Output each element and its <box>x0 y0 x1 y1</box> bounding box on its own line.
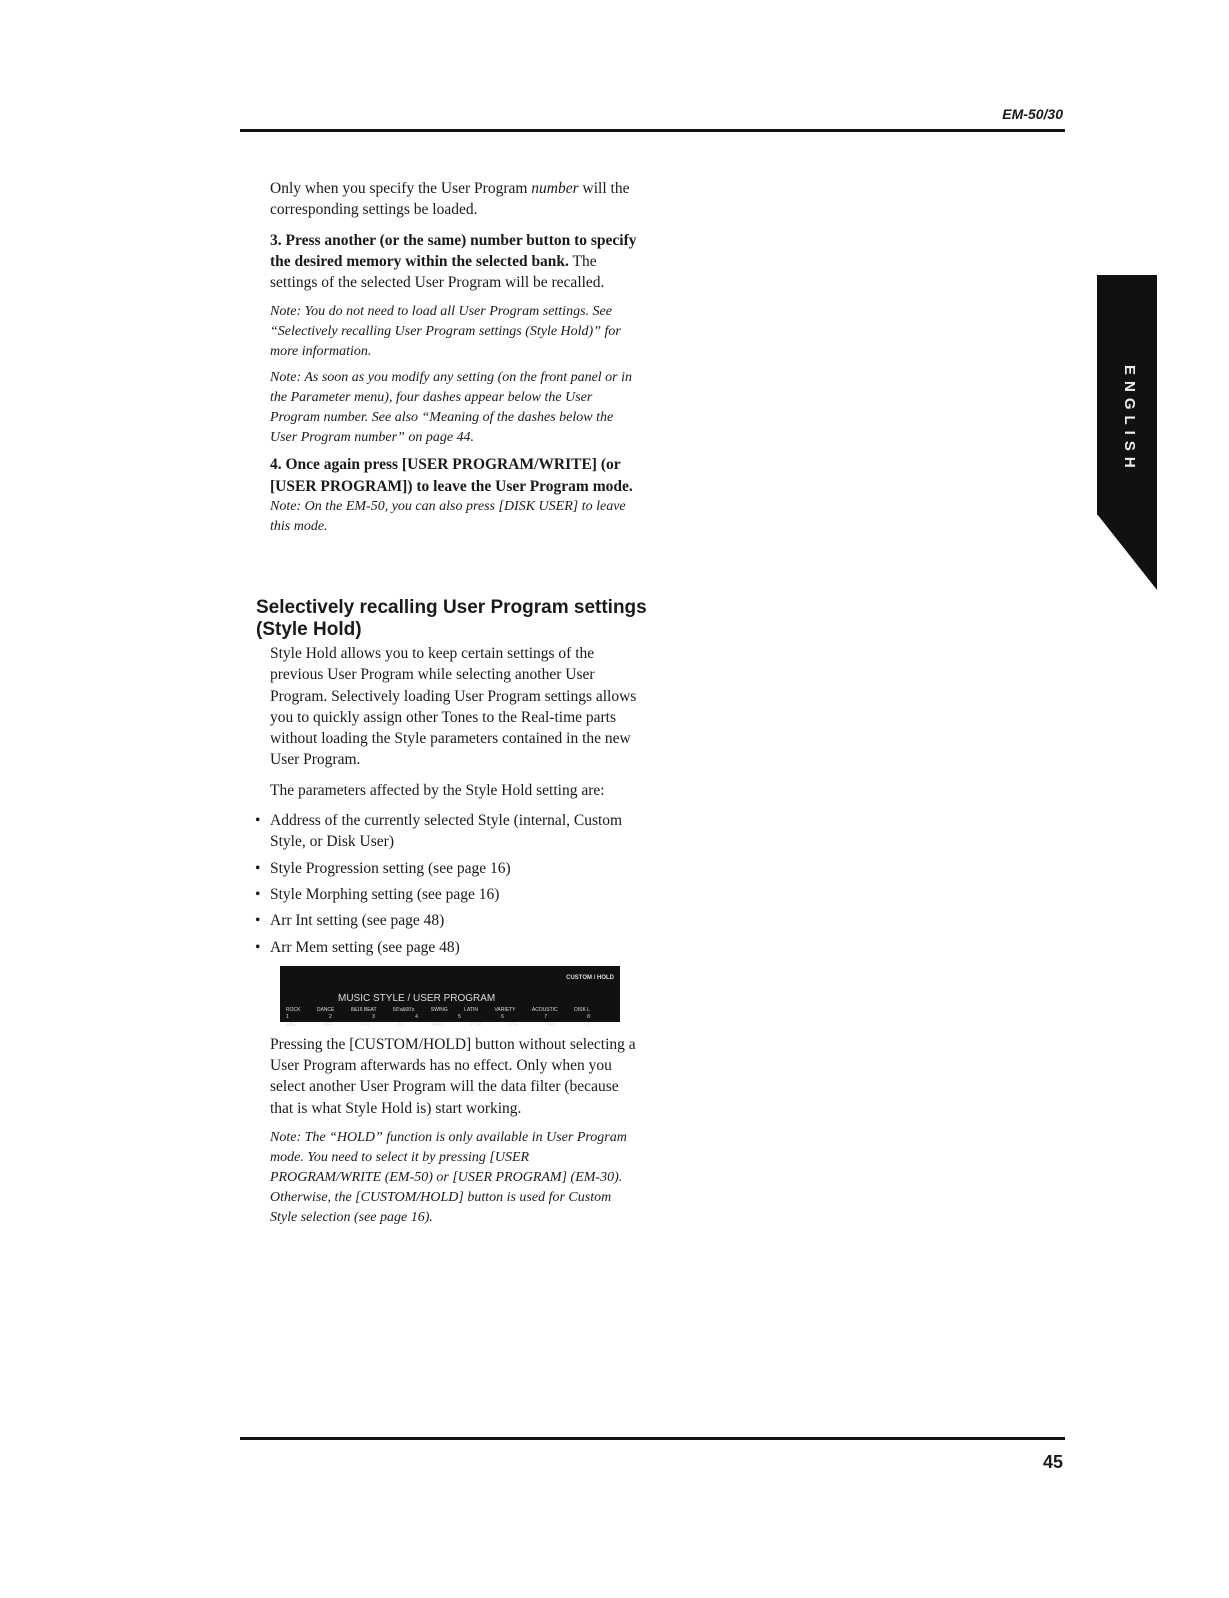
label: DANCE <box>316 1006 335 1013</box>
label: ABC <box>286 1021 297 1028</box>
label: SWING <box>430 1006 448 1013</box>
panel-title: MUSIC STYLE / USER PROGRAM <box>338 992 496 1004</box>
custom-hold-label: CUSTOM / HOLD <box>566 974 614 981</box>
paragraph: The parameters affected by the Style Hold setting are: <box>270 781 605 799</box>
label: 3 <box>372 1013 375 1020</box>
step-4: 4. Once again press [USER PROGRAM/WRITE] (or [USER PROGRAM]) to leave the User Program mode. <box>270 456 633 495</box>
label: YZ <box>583 1021 590 1028</box>
note: Note: As soon as you modify any setting (on the front panel or in the Parameter menu), four dashes appear below the User Program number. See also “Meaning of the dashes below the User Program number” on page 44. <box>270 370 633 446</box>
label: VARIETY <box>494 1006 516 1013</box>
column-section <box>270 643 640 1234</box>
bottom-rule <box>240 1437 1065 1440</box>
label: GHI <box>360 1021 370 1028</box>
label: 6 <box>501 1013 504 1020</box>
language-tab-tip <box>1097 514 1157 590</box>
bullet-list <box>270 810 640 958</box>
label: 2 <box>329 1013 332 1020</box>
list-item: • Arr Int setting (see page 48) <box>270 910 640 931</box>
section-heading: Selectively recalling User Program settings (Style Hold) <box>256 597 647 640</box>
list-item: • Style Morphing setting (see page 16) <box>270 884 640 905</box>
column-top <box>270 178 640 543</box>
letter-labels <box>286 1015 590 1036</box>
language-tab-label: ENGLISH <box>1121 365 1138 474</box>
top-rule <box>240 129 1065 132</box>
list-item: • Address of the currently selected Style (internal, Custom Style, or Disk User) <box>270 810 640 853</box>
step-3: 3. Press another (or the same) number button to specify the desired memory within the selected bank. The settings of the selected User Program will be recalled. <box>270 231 637 292</box>
label: VWX <box>545 1021 557 1028</box>
label: 50's&60's <box>393 1006 415 1013</box>
panel-illustration <box>280 966 620 1028</box>
note: Note: On the EM-50, you can also press [DISK USER] to leave this mode. <box>270 499 626 535</box>
note: Note: The “HOLD” function is only available in User Program mode. You need to select it by pressing [USER PROGRAM/WRITE (EM-50) or [USER PROGRAM] (EM-30). Otherwise, the [CUSTOM/HOLD] button is used for Custom Style selection (see page 16). <box>270 1130 627 1226</box>
label: 8&16 BEAT <box>350 1006 377 1013</box>
label: ACOUSTIC <box>531 1006 558 1013</box>
label: 8 <box>587 1013 590 1020</box>
label: MNO <box>431 1021 444 1028</box>
list-item: • Style Progression setting (see page 16) <box>270 858 640 879</box>
label: DEF <box>323 1021 334 1028</box>
list-item: • Arr Mem setting (see page 48) <box>270 937 640 958</box>
page-number: 45 <box>1042 1452 1063 1472</box>
label: 1 <box>286 1013 289 1020</box>
label: JKL <box>396 1021 405 1028</box>
label: 4 <box>415 1013 418 1020</box>
label: PQR <box>470 1021 482 1028</box>
label: STU <box>508 1021 519 1028</box>
paragraph: Style Hold allows you to keep certain settings of the previous User Program while selecting another User Program. Selectively loading User Program settings allows you to quickly assign other Tones to the Real-time parts without loading the Style parameters contained in the new User Program. <box>270 645 637 769</box>
paragraph: Only when you specify the User Program number will the corresponding settings be loaded. <box>270 180 630 219</box>
paragraph: Pressing the [CUSTOM/HOLD] button without selecting a User Program afterwards has no effect. Only when you select another User Program will the data filter (because that is what Style Hold is) start working. <box>270 1035 636 1117</box>
label: ROCK <box>286 1006 301 1013</box>
label: 5 <box>458 1013 461 1020</box>
label: 7 <box>544 1013 547 1020</box>
label: DISK L <box>574 1006 590 1013</box>
header-model: EM-50/30 <box>1002 106 1063 122</box>
note: Note: You do not need to load all User Program settings. See “Selectively recalling User Program settings (Style Hold)” for more information. <box>270 304 621 360</box>
label: LATIN <box>464 1006 478 1013</box>
